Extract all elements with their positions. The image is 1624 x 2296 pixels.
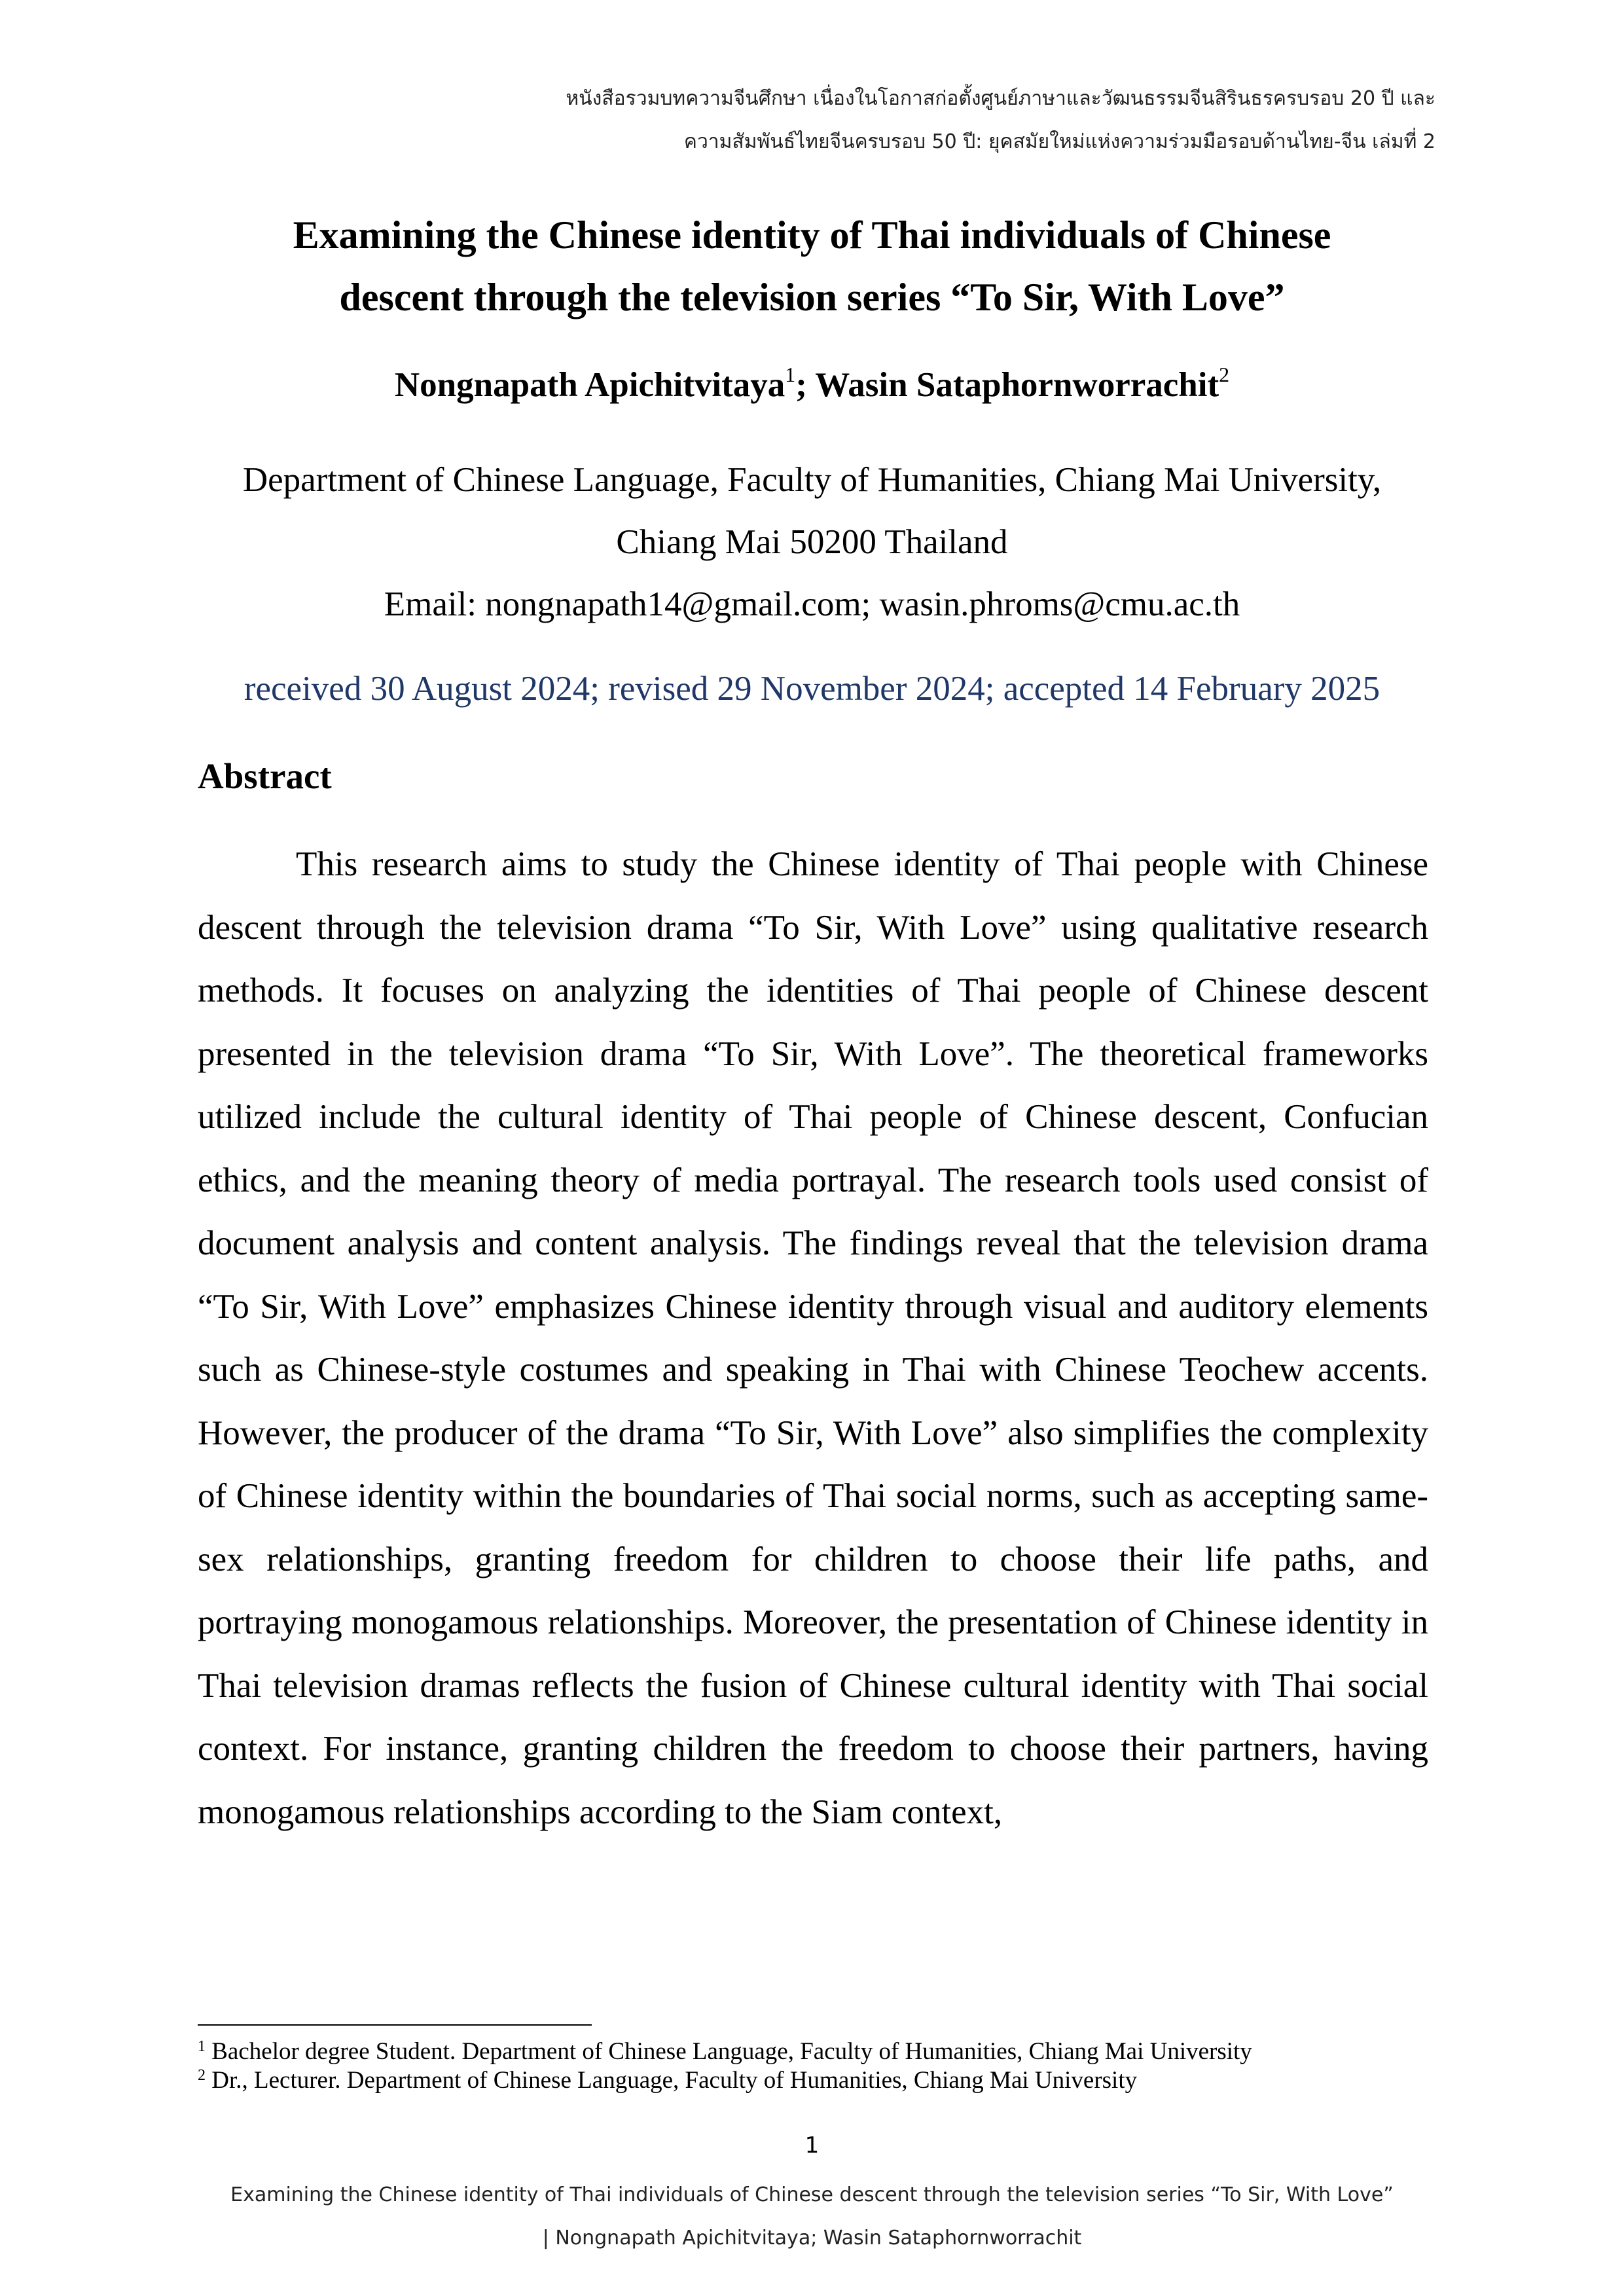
footnote-divider xyxy=(198,2024,592,2026)
footnote-item xyxy=(198,2066,1428,2095)
author-separator: ; xyxy=(795,366,816,404)
running-footer-line-2: | Nongnapath Apichitvitaya; Wasin Sataphornworrachit xyxy=(542,2227,1082,2250)
affiliation-line-2: Chiang Mai 50200 Thailand xyxy=(616,523,1008,561)
paper-title-line-1: Examining the Chinese identity of Thai individuals of Chinese xyxy=(293,213,1331,257)
footnote-item xyxy=(198,2037,1428,2066)
affiliation-line-1: Department of Chinese Language, Faculty of Humanities, Chiang Mai University, xyxy=(242,461,1382,499)
running-header-line-2: ความสัมพันธ์ไทยจีนครบรอบ 50 ปี: ยุคสมัยใหม่แห่งความร่วมมือรอบด้านไทย-จีน เล่มที่ 2 xyxy=(683,130,1435,153)
running-header xyxy=(566,77,1435,164)
author-name: Wasin Sataphornworrachit xyxy=(815,366,1219,404)
footnote-mark: 2 xyxy=(198,2067,206,2084)
running-footer-line-1: Examining the Chinese identity of Thai individuals of Chinese descent through the television series “To Sir, With Love” xyxy=(230,2183,1394,2206)
footnote-text: Dr., Lecturer. Department of Chinese Language, Faculty of Humanities, Chiang Mai University xyxy=(211,2067,1138,2094)
footnote-mark: 1 xyxy=(198,2038,206,2055)
author-list xyxy=(196,359,1428,411)
running-footer xyxy=(0,2174,1624,2260)
running-header-line-1: หนังสือรวมบทความจีนศึกษา เนื่องในโอกาสก่อตั้งศูนย์ภาษาและวัฒนธรรมจีนสิรินธรครบรอบ 20 ปี และ xyxy=(566,87,1435,110)
footnote-text: Bachelor degree Student. Department of Chinese Language, Faculty of Humanities, Chiang Mai University xyxy=(211,2038,1252,2065)
submission-dates: received 30 August 2024; revised 29 November 2024; accepted 14 February 2025 xyxy=(244,670,1380,708)
abstract-heading: Abstract xyxy=(198,756,332,796)
affiliation-block xyxy=(196,449,1428,636)
email-line: Email: nongnapath14@gmail.com; wasin.phroms@cmu.ac.th xyxy=(384,585,1240,623)
abstract-text: This research aims to study the Chinese identity of Thai people with Chinese descent through the television drama “To Sir, With Love” using qualitative research methods. It focuses on analyzing the identities of Thai people of Chinese descent presented in the television drama “To Sir, With Love”. The theoretical frameworks utilized include the cultural identity of Thai people of Chinese descent, Confucian ethics, and the meaning theory of media portrayal. The research tools used consist of document analysis and content analysis. The findings reveal that the television drama “To Sir, With Love” emphasizes Chinese identity through visual and auditory elements such as Chinese-style costumes and speaking in Thai with Chinese Teochew accents. However, the producer of the drama “To Sir, With Love” also simplifies the complexity of Chinese identity within the boundaries of Thai social norms, such as accepting same-sex relationships, granting freedom for children to choose their life paths, and portraying monogamous relationships. Moreover, the presentation of Chinese identity in Thai television dramas reflects the fusion of Chinese cultural identity with Thai social context. For instance, granting children the freedom to choose their partners, having monogamous relationships according to the Siam context, xyxy=(198,845,1428,1831)
footnotes xyxy=(198,2037,1428,2095)
author-name: Nongnapath Apichitvitaya xyxy=(394,366,785,404)
author-footnote-mark: 2 xyxy=(1219,363,1230,386)
paper-title-line-2: descent through the television series “To Sir, With Love” xyxy=(339,276,1285,319)
paper-title xyxy=(196,204,1428,329)
page-number: 1 xyxy=(804,2132,820,2159)
author-footnote-mark: 1 xyxy=(785,363,796,386)
